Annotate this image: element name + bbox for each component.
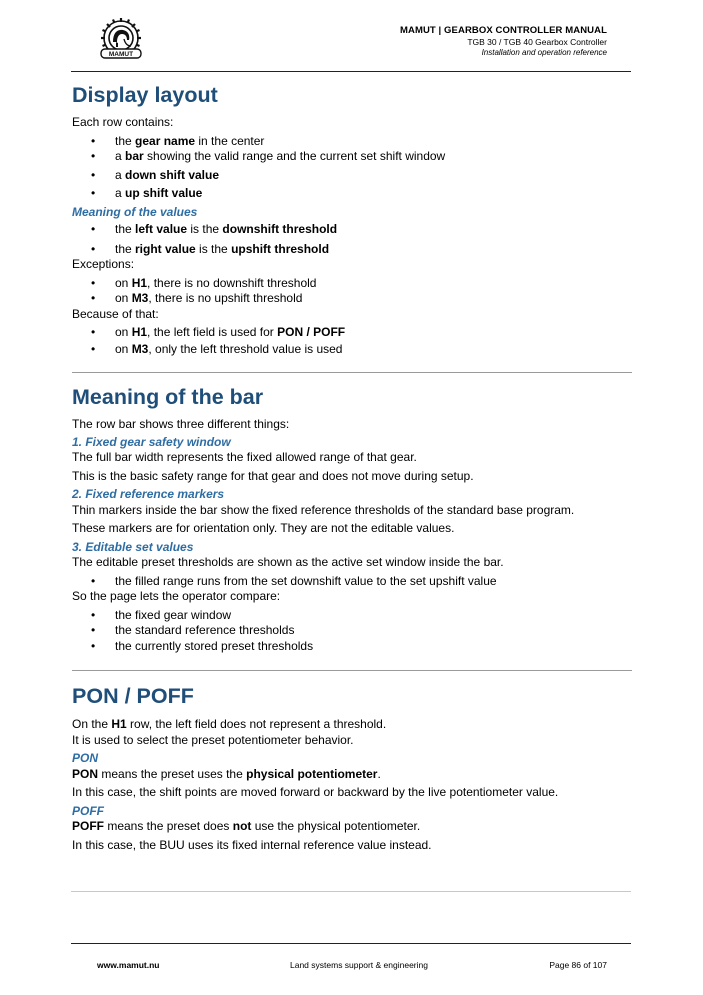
- header-divider: [71, 71, 631, 72]
- footer-divider: [71, 943, 631, 944]
- section-divider: [72, 670, 632, 671]
- list-item: • on M3, there is no upshift threshold: [72, 291, 632, 307]
- list-item: • a up shift value: [72, 186, 632, 202]
- list-item: • the gear name in the center: [72, 134, 632, 150]
- pon-text-2: In this case, the shift points are moved forward or backward by the live potentiometer value.: [72, 785, 559, 799]
- document-header: [400, 25, 607, 58]
- footer-divider-light: [71, 891, 631, 892]
- list-item: • a down shift value: [72, 168, 632, 184]
- list-item: • on H1, there is no downshift threshold: [72, 276, 632, 292]
- svg-text:MAMUT: MAMUT: [108, 51, 134, 58]
- section-title-pon-poff: PON / POFF: [72, 684, 194, 708]
- subheading-fixed-window: 1. Fixed gear safety window: [72, 434, 231, 449]
- bar-intro: The row bar shows three different things:: [72, 417, 290, 431]
- subheading-meaning-values: Meaning of the values: [72, 204, 198, 219]
- list-item: • the filled range runs from the set downshift value to the set upshift value: [72, 574, 632, 590]
- reference-markers-text-2: These markers are for orientation only. They are not the editable values.: [72, 521, 455, 535]
- subheading-poff: POFF: [72, 803, 104, 818]
- list-item: • the standard reference thresholds: [72, 623, 632, 639]
- subheading-pon: PON: [72, 751, 99, 765]
- footer-website: www.mamut.nu: [97, 960, 160, 970]
- list-item: • on H1, the left field is used for PON / POFF: [72, 325, 632, 341]
- because-list: [72, 325, 632, 357]
- manual-subtitle: TGB 30 / TGB 40 Gearbox Controller: [467, 37, 607, 47]
- subheading-reference-markers: 2. Fixed reference markers: [72, 487, 225, 501]
- footer-page-number: Page 86 of 107: [549, 960, 607, 970]
- page-content: [72, 80, 632, 853]
- exceptions-list: [72, 276, 632, 307]
- list-item: • the left value is the downshift threshold: [72, 222, 632, 238]
- pon-poff-text-2: It is used to select the preset potentiometer behavior.: [72, 732, 354, 747]
- manual-title: MAMUT | GEARBOX CONTROLLER MANUAL: [399, 25, 607, 36]
- editable-values-list: [72, 574, 632, 590]
- fixed-window-text-2: This is the basic safety range for that gear and does not move during setup.: [72, 468, 474, 483]
- list-item: • on M3, only the left threshold value is used: [72, 342, 632, 358]
- subheading-editable-values: 3. Editable set values: [72, 539, 194, 554]
- list-item: • the fixed gear window: [72, 608, 632, 624]
- row-contents-list: [72, 134, 632, 202]
- list-item: • the right value is the upshift threshold: [72, 242, 632, 258]
- list-item: • the currently stored preset thresholds: [72, 639, 632, 655]
- manual-reference: Installation and operation reference: [481, 48, 607, 57]
- pon-poff-text-1: On the H1 row, the left field does not represent a threshold.: [72, 717, 387, 731]
- list-item: • a bar showing the valid range and the current set shift window: [72, 149, 632, 165]
- because-label: Because of that:: [72, 306, 159, 321]
- pon-text-1: PON means the preset uses the physical potentiometer.: [72, 766, 381, 781]
- section-title-meaning-bar: Meaning of the bar: [72, 385, 264, 409]
- section-divider: [72, 372, 632, 373]
- footer-center-text: Land systems support & engineering: [290, 960, 428, 970]
- editable-values-text: The editable preset thresholds are shown as the active set window inside the bar.: [72, 555, 504, 569]
- row-contents-intro: Each row contains:: [72, 115, 174, 129]
- reference-markers-text-1: Thin markers inside the bar show the fixed reference thresholds of the standard base program.: [72, 502, 575, 517]
- section-title-display-layout: Display layout: [72, 83, 218, 107]
- poff-text-2: In this case, the BUU uses its fixed internal reference value instead.: [72, 837, 432, 852]
- compare-list: [72, 608, 632, 655]
- compare-label: So the page lets the operator compare:: [72, 589, 281, 603]
- fixed-window-text-1: The full bar width represents the fixed allowed range of that gear.: [72, 450, 417, 464]
- mamut-logo: [94, 15, 148, 63]
- meaning-list: [72, 222, 632, 257]
- exceptions-label: Exceptions:: [72, 257, 135, 271]
- poff-text-1: POFF means the preset does not use the physical potentiometer.: [72, 819, 421, 833]
